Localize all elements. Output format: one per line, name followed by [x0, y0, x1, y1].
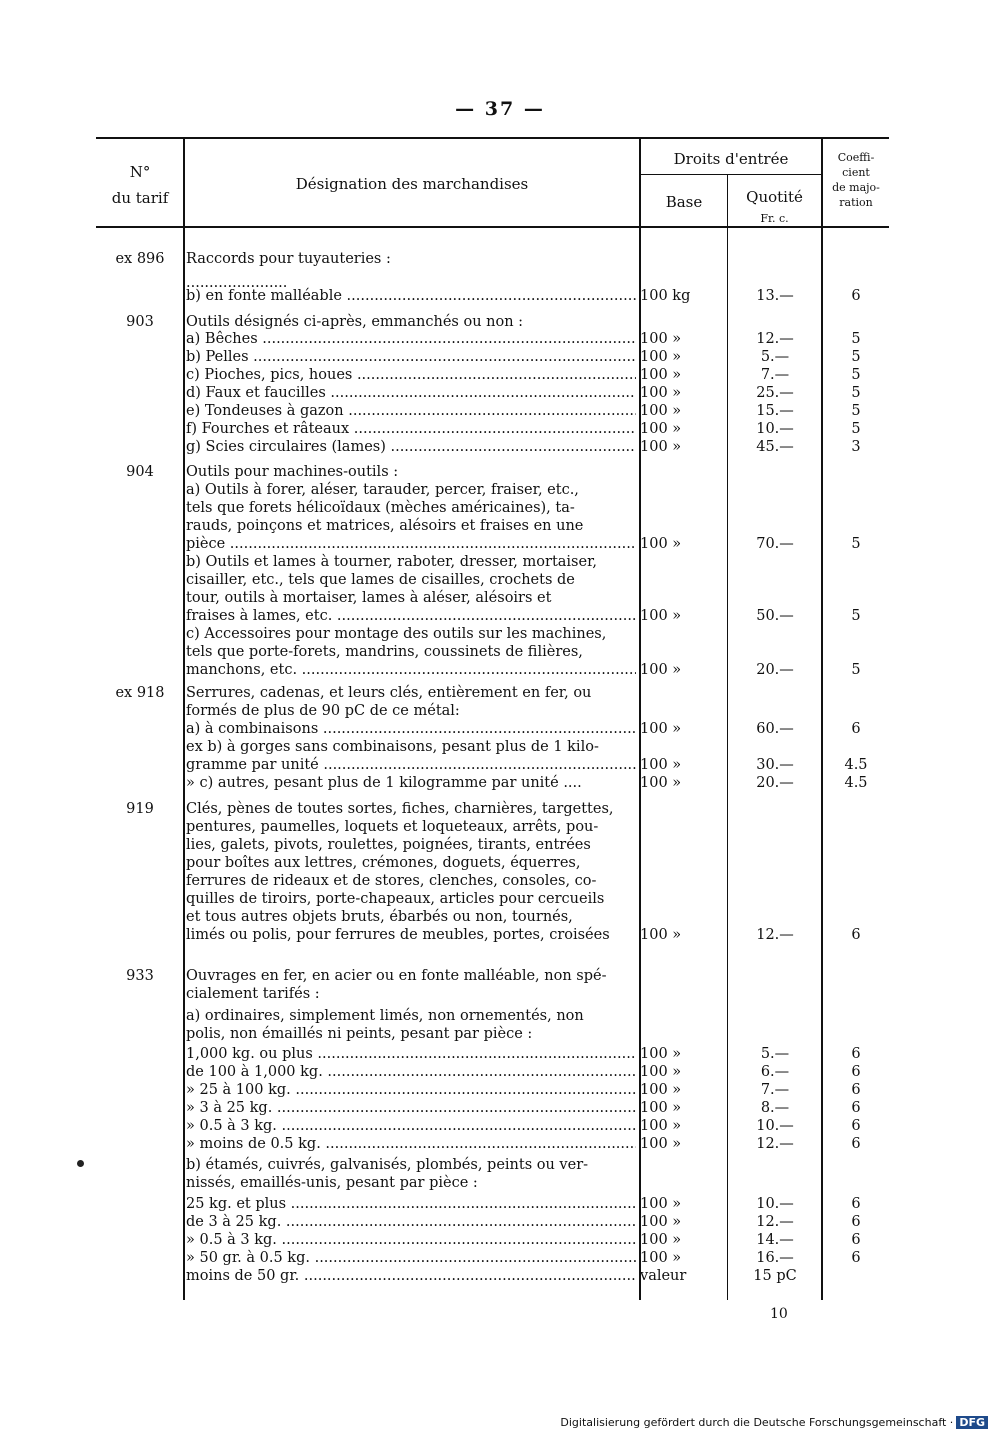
- quotite: 25.—: [756, 385, 794, 401]
- table-row: [0, 1117, 1000, 1135]
- designation: ferrures de rideaux et de stores, clenches, consoles, co-: [186, 873, 597, 889]
- base: 100 »: [640, 439, 682, 455]
- designation: 1,000 kg. ou plus .....: [186, 1045, 636, 1063]
- base: 100 »: [640, 331, 682, 347]
- table-row: [0, 438, 1000, 456]
- designation: limés ou polis, pour ferrures de meubles, portes, croisées: [186, 927, 610, 943]
- quotite: 10.—: [756, 1118, 794, 1134]
- quotite: 10.—: [756, 1196, 794, 1212]
- coefficient: 6: [851, 1118, 861, 1134]
- tariff-number: 933: [126, 968, 154, 984]
- table-row: [0, 402, 1000, 420]
- tariff-number: 919: [126, 801, 154, 817]
- designation: gramme par unité .....: [186, 756, 636, 774]
- table-row: [0, 1007, 1000, 1025]
- base: 100 »: [640, 662, 682, 678]
- designation: Serrures, cadenas, et leurs clés, entièrement en fer, ou: [186, 685, 592, 701]
- base: 100 »: [640, 1250, 682, 1266]
- table-row: [0, 926, 1000, 944]
- base: 100 »: [640, 1100, 682, 1116]
- coefficient: 6: [851, 288, 861, 304]
- table-row: [0, 1249, 1000, 1267]
- table-row: [0, 908, 1000, 926]
- quotite: 7.—: [760, 367, 790, 383]
- designation: tels que porte-forets, mandrins, coussinets de filières,: [186, 644, 583, 660]
- designation: Ouvrages en fer, en acier ou en fonte malléable, non spé-: [186, 968, 607, 984]
- tariff-number: 904: [126, 464, 154, 480]
- table-row: [0, 738, 1000, 756]
- table-row: [0, 589, 1000, 607]
- header-no-line2: du tarif: [111, 189, 169, 207]
- designation: tour, outils à mortaiser, lames à aléser, alésoirs et: [186, 590, 552, 606]
- designation: pour boîtes aux lettres, crémones, doguets, équerres,: [186, 855, 581, 871]
- designation: rauds, poinçons et matrices, alésoirs et fraises en une: [186, 518, 584, 534]
- table-row: [0, 1174, 1000, 1192]
- table-row: [0, 517, 1000, 535]
- quotite: 15 pC: [753, 1268, 797, 1284]
- coefficient: 6: [851, 1064, 861, 1080]
- table-row: [0, 1213, 1000, 1231]
- coefficient: 6: [851, 1250, 861, 1266]
- table-row: [0, 854, 1000, 872]
- designation: Clés, pènes de toutes sortes, fiches, charnières, targettes,: [186, 801, 614, 817]
- base: 100 »: [640, 1232, 682, 1248]
- coefficient: 3: [851, 439, 861, 455]
- table-row: [0, 553, 1000, 571]
- digitization-credit: [560, 1416, 988, 1429]
- designation: b) étamés, cuivrés, galvanisés, plombés, peints ou ver-: [186, 1157, 589, 1173]
- table-top-rule: [96, 137, 889, 139]
- table-row: [0, 313, 1000, 331]
- base: 100 »: [640, 1118, 682, 1134]
- coefficient: 6: [851, 1100, 861, 1116]
- designation: quilles de tiroirs, porte-chapeaux, articles pour cercueils: [186, 891, 605, 907]
- header-designation: Désignation des marchandises: [295, 175, 529, 193]
- quotite: 30.—: [756, 757, 794, 773]
- table-row: [0, 420, 1000, 438]
- tariff-number: ex 918: [115, 685, 165, 701]
- table-row: [0, 756, 1000, 774]
- quotite: 7.—: [760, 1082, 790, 1098]
- designation: b) Pelles .....: [186, 348, 636, 366]
- coefficient: 6: [851, 1214, 861, 1230]
- designation: a) à combinaisons .....: [186, 720, 636, 738]
- quotite: 20.—: [756, 662, 794, 678]
- designation: » 50 gr. à 0.5 kg. .....: [186, 1249, 636, 1267]
- designation: b) en fonte malléable .....: [186, 287, 636, 305]
- designation: formés de plus de 90 pC de ce métal:: [186, 703, 460, 719]
- table-row: [0, 1081, 1000, 1099]
- designation: pentures, paumelles, loquets et loqueteaux, arrêts, pou-: [186, 819, 599, 835]
- quotite: 16.—: [756, 1250, 794, 1266]
- designation: ......................: [186, 275, 288, 291]
- header-no-line1: N°: [129, 163, 151, 181]
- tariff-number: 903: [126, 314, 154, 330]
- quotite: 70.—: [756, 536, 794, 552]
- table-row: [0, 1195, 1000, 1213]
- designation: manchons, etc. .....: [186, 661, 636, 679]
- designation: Outils désignés ci-après, emmanchés ou non :: [186, 314, 524, 330]
- base: 100 »: [640, 349, 682, 365]
- header-base: Base: [665, 193, 703, 211]
- table-row: [0, 967, 1000, 985]
- designation: tels que forets hélicoïdaux (mèches américaines), ta-: [186, 500, 575, 516]
- coefficient: 5: [851, 662, 861, 678]
- table-row: [0, 643, 1000, 661]
- droits-subrule: [641, 174, 821, 175]
- base: 100 kg: [640, 288, 691, 304]
- credit-text: Digitalisierung gefördert durch die Deutsche Forschungsgemeinschaft ·: [560, 1416, 954, 1429]
- table-row: [0, 872, 1000, 890]
- coefficient: 5: [851, 608, 861, 624]
- table-row: [0, 818, 1000, 836]
- table-row: [0, 985, 1000, 1003]
- quotite: 12.—: [756, 1136, 794, 1152]
- quotite: 15.—: [756, 403, 794, 419]
- header-coeff-4: ration: [839, 196, 873, 209]
- table-row: [0, 1231, 1000, 1249]
- designation: » 0.5 à 3 kg. .....: [186, 1117, 636, 1135]
- quotite: 50.—: [756, 608, 794, 624]
- base: 100 »: [640, 536, 682, 552]
- footer-number: 10: [770, 1306, 788, 1322]
- quotite: 12.—: [756, 331, 794, 347]
- designation: Outils pour machines-outils :: [186, 464, 399, 480]
- table-row: [0, 800, 1000, 818]
- designation: f) Fourches et râteaux .....: [186, 420, 636, 438]
- quotite: 20.—: [756, 775, 794, 791]
- table-row: [0, 774, 1000, 792]
- table-row: [0, 348, 1000, 366]
- designation: fraises à lames, etc. .....: [186, 607, 636, 625]
- coefficient: 6: [851, 1196, 861, 1212]
- table-row: [0, 481, 1000, 499]
- designation: a) Bêches .....: [186, 330, 636, 348]
- designation: lies, galets, pivots, roulettes, poignées, tirants, entrées: [186, 837, 591, 853]
- quotite: 5.—: [760, 1046, 790, 1062]
- coefficient: 6: [851, 1136, 861, 1152]
- designation: » 3 à 25 kg. .....: [186, 1099, 636, 1117]
- coefficient: 6: [851, 721, 861, 737]
- header-coeff: [823, 150, 889, 210]
- table-row: [0, 1156, 1000, 1174]
- coefficient: 5: [851, 385, 861, 401]
- quotite: 60.—: [756, 721, 794, 737]
- base: 100 »: [640, 1136, 682, 1152]
- coefficient: 5: [851, 536, 861, 552]
- designation: a) Outils à forer, aléser, tarauder, percer, fraiser, etc.,: [186, 482, 579, 498]
- header-no: [97, 163, 183, 207]
- designation: a) ordinaires, simplement limés, non ornementés, non: [186, 1008, 584, 1024]
- table-row: [0, 1135, 1000, 1153]
- designation: » moins de 0.5 kg. .....: [186, 1135, 636, 1153]
- quotite: 12.—: [756, 927, 794, 943]
- coefficient: 6: [851, 1082, 861, 1098]
- designation: c) Pioches, pics, houes .....: [186, 366, 636, 384]
- tariff-number: ex 896: [115, 251, 165, 267]
- quotite: 13.—: [756, 288, 794, 304]
- designation: moins de 50 gr. .....: [186, 1267, 636, 1285]
- designation: ex b) à gorges sans combinaisons, pesant plus de 1 kilo-: [186, 739, 599, 755]
- coefficient: 6: [851, 1046, 861, 1062]
- quotite: 6.—: [760, 1064, 790, 1080]
- quotite: 12.—: [756, 1214, 794, 1230]
- table-row: [0, 366, 1000, 384]
- table-row: [0, 890, 1000, 908]
- base: 100 »: [640, 927, 682, 943]
- table-row: [0, 661, 1000, 679]
- table-row: [0, 1267, 1000, 1285]
- page-number: — 37 —: [455, 98, 545, 120]
- coefficient: 6: [851, 1232, 861, 1248]
- header-bottom-rule: [96, 226, 889, 228]
- table-row: [0, 1025, 1000, 1043]
- base: 100 »: [640, 385, 682, 401]
- base: 100 »: [640, 1082, 682, 1098]
- base: 100 »: [640, 403, 682, 419]
- coefficient: 5: [851, 331, 861, 347]
- designation: b) Outils et lames à tourner, raboter, dresser, mortaiser,: [186, 554, 598, 570]
- base: 100 »: [640, 1214, 682, 1230]
- table-row: [0, 836, 1000, 854]
- table-row: [0, 702, 1000, 720]
- designation: e) Tondeuses à gazon .....: [186, 402, 636, 420]
- coefficient: 5: [851, 349, 861, 365]
- coefficient: 4.5: [844, 775, 868, 791]
- designation: cialement tarifés :: [186, 986, 320, 1002]
- quotite: 14.—: [756, 1232, 794, 1248]
- designation: polis, non émaillés ni peints, pesant par pièce :: [186, 1026, 533, 1042]
- table-row: [0, 1099, 1000, 1117]
- table-row: [0, 499, 1000, 517]
- table-row: [0, 720, 1000, 738]
- designation: cisailler, etc., tels que lames de cisailles, crochets de: [186, 572, 575, 588]
- header-coeff-3: de majo-: [832, 181, 880, 194]
- quotite: 8.—: [760, 1100, 790, 1116]
- designation: d) Faux et faucilles .....: [186, 384, 636, 402]
- table-row: [0, 250, 1000, 268]
- header-coeff-1: Coeffi-: [837, 151, 875, 164]
- designation: de 100 à 1,000 kg. .....: [186, 1063, 636, 1081]
- base: 100 »: [640, 608, 682, 624]
- header-droits: Droits d'entrée: [673, 150, 789, 168]
- designation: et tous autres objets bruts, ébarbés ou non, tournés,: [186, 909, 573, 925]
- stray-mark: [77, 1160, 84, 1167]
- base: 100 »: [640, 1046, 682, 1062]
- header-quotite: Quotité: [746, 188, 803, 206]
- designation: Raccords pour tuyauteries :: [186, 251, 391, 267]
- table-row: [0, 1045, 1000, 1063]
- designation: » c) autres, pesant plus de 1 kilogramme par unité ....: [186, 775, 582, 791]
- coefficient: 5: [851, 403, 861, 419]
- base: 100 »: [640, 367, 682, 383]
- designation: de 3 à 25 kg. .....: [186, 1213, 636, 1231]
- designation: c) Accessoires pour montage des outils sur les machines,: [186, 626, 607, 642]
- coefficient: 5: [851, 367, 861, 383]
- table-row: [0, 625, 1000, 643]
- table-row: [0, 463, 1000, 481]
- table-row: [0, 384, 1000, 402]
- header-coeff-2: cient: [842, 166, 870, 179]
- designation: » 25 à 100 kg. .....: [186, 1081, 636, 1099]
- table-row: [0, 1063, 1000, 1081]
- designation: pièce .....: [186, 535, 636, 553]
- coefficient: 5: [851, 421, 861, 437]
- table-row: [0, 607, 1000, 625]
- coefficient: 4.5: [844, 757, 868, 773]
- base: 100 »: [640, 721, 682, 737]
- base: 100 »: [640, 1196, 682, 1212]
- base: valeur: [640, 1268, 687, 1284]
- base: 100 »: [640, 1064, 682, 1080]
- designation: » 0.5 à 3 kg. .....: [186, 1231, 636, 1249]
- quotite: 45.—: [756, 439, 794, 455]
- table-row: [0, 571, 1000, 589]
- table-row: [0, 287, 1000, 305]
- table-row: [0, 330, 1000, 348]
- designation: nissés, emaillés-unis, pesant par pièce :: [186, 1175, 478, 1191]
- dfg-logo: DFG: [956, 1416, 988, 1429]
- designation: g) Scies circulaires (lames) .....: [186, 438, 636, 456]
- quotite: 10.—: [756, 421, 794, 437]
- designation: 25 kg. et plus .....: [186, 1195, 636, 1213]
- base: 100 »: [640, 775, 682, 791]
- base: 100 »: [640, 757, 682, 773]
- base: 100 »: [640, 421, 682, 437]
- table-row: [0, 684, 1000, 702]
- header-fr-c: Fr. c.: [760, 212, 789, 225]
- coefficient: 6: [851, 927, 861, 943]
- table-row: [0, 535, 1000, 553]
- quotite: 5.—: [760, 349, 790, 365]
